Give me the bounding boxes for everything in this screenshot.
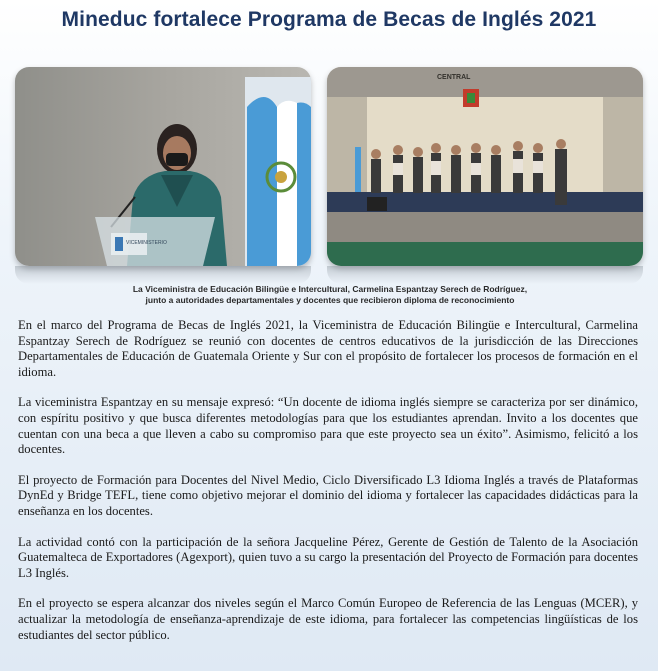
- banner-text: CENTRAL: [437, 74, 471, 81]
- photo-viceminister-podium: [15, 67, 311, 266]
- caption-line-2: junto a autoridades departamentales y docentes que recibieron diploma de reconocimiento: [145, 295, 515, 305]
- photo-left-reflection: [15, 266, 311, 284]
- podium-sign-text: VICEMINISTERIO: [126, 240, 167, 246]
- photo-caption: [60, 284, 600, 306]
- paragraph-1: En el marco del Programa de Becas de Inglés 2021, la Viceministra de Educación Bilingüe e Intercultural, Carmelina Espantzay Serech de Rodríguez se reunió con docentes de centros educativos de la jurisdicción de las Direcciones Departamentales de Educación de Guatemala Oriente y Sur con el propósito de fortalecer los procesos de formación en el idioma.: [18, 318, 638, 379]
- article-body: [18, 318, 638, 658]
- paragraph-4: La actividad contó con la participación de la señora Jacqueline Pérez, Gerente de Gestión de Talento de la Asociación Guatemalteca de Exportadores (Agexport), quien tuvo a su cargo la presentación del Proyecto de Formación para docentes L3 Inglés.: [18, 534, 638, 580]
- caption-line-1: La Viceministra de Educación Bilingüe e Intercultural, Carmelina Espantzay Serech de Rodríguez,: [132, 284, 528, 294]
- paragraph-5: En el proyecto se espera alcanzar dos niveles según el Marco Común Europeo de Referencia de las Lenguas (MCER), y actualizar la metodología de enseñanza-aprendizaje de este idioma, para fortalecer las competencias lingüísticas de los estudiantes del sector público.: [18, 596, 638, 642]
- photo-right-reflection: [327, 266, 643, 284]
- photo-group-diplomas: [327, 67, 643, 266]
- paragraph-3: El proyecto de Formación para Docentes del Nivel Medio, Ciclo Diversificado L3 Idioma Inglés a través de Plataformas DynEd y Bridge TEFL, tiene como objetivo mejorar el dominio del idioma y fortalecer las capacidades didácticas para la enseñanza en los docentes.: [18, 472, 638, 518]
- article-title: Mineduc fortalece Programa de Becas de Inglés 2021: [61, 8, 597, 31]
- paragraph-2: La viceministra Espantzay en su mensaje expresó: “Un docente de idioma inglés siempre se caracteriza por ser dinámico, con espíritu positivo y que busca diferentes metodologías para que los estudiantes aprendan. Invito a los docentes que cuentan con una beca a que lleven a cabo su compromiso para que este proyecto sea un éxito”. Asimismo, felicitó a los docentes.: [18, 395, 638, 457]
